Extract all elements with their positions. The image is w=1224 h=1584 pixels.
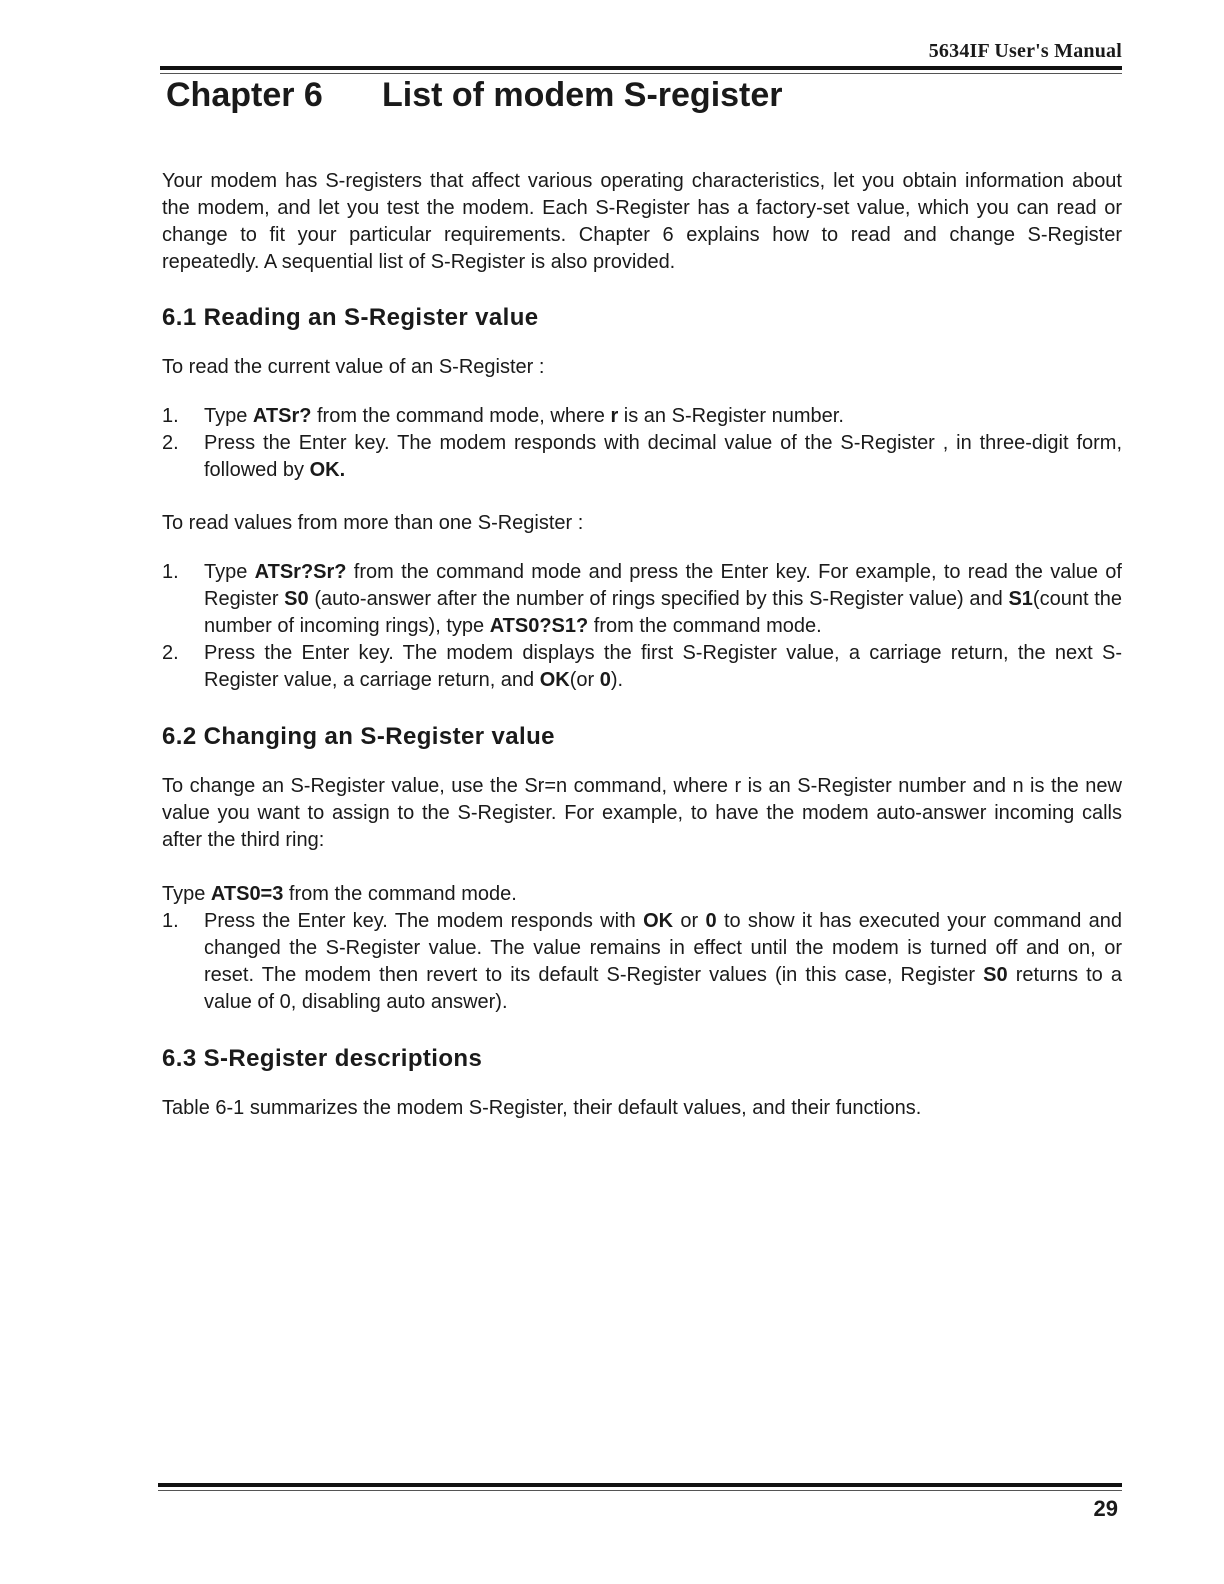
page-content	[162, 168, 1122, 1122]
section-6-1-heading: 6.1 Reading an S-Register value	[162, 304, 539, 331]
section-6-2-steps	[162, 908, 1122, 1016]
header-rule	[160, 66, 1122, 70]
list-item	[162, 403, 1122, 430]
register-text: S0	[284, 588, 309, 610]
step-text: Type	[162, 883, 211, 905]
section-6-1-lead-1: To read the current value of an S-Register :	[162, 356, 545, 378]
register-text: S1	[1008, 588, 1033, 610]
step-text: from the command mode.	[283, 883, 517, 905]
intro-paragraph: Your modem has S-registers that affect various operating characteristics, let you obtain information about the modem, and let you test the modem. Each S-Register has a factory-set value, which you can read or change to fit your particular requirements. Chapter 6 explains how to read and change S-Register repeatedly. A sequential list of S-Register is also provided.	[162, 170, 1122, 273]
section-6-2-type-line	[162, 881, 1122, 908]
command-text: ATS0?S1?	[489, 615, 589, 637]
response-text: 0	[599, 669, 611, 691]
step-text: Type	[204, 561, 255, 583]
variable-text: r	[610, 405, 619, 427]
step-number: 2.	[162, 432, 179, 454]
response-text: 0	[705, 910, 717, 932]
step-text: Press the Enter key. The modem responds with decimal value of the S-Register , in three-digit form, followed by	[204, 432, 1122, 481]
step-number: 1.	[162, 405, 179, 427]
step-text: (or	[569, 669, 600, 691]
step-text: (auto-answer after the number of rings specified by this S-Register value) and	[308, 588, 1009, 610]
response-text: OK	[539, 669, 570, 691]
step-text: or	[673, 910, 706, 932]
header-rule-thin	[160, 73, 1122, 74]
page-number: 29	[1093, 1496, 1118, 1521]
manual-page	[160, 0, 1122, 1584]
step-text: from the command mode.	[588, 615, 822, 637]
step-number: 1.	[162, 561, 179, 583]
step-text: Press the Enter key. The modem responds with	[204, 910, 644, 932]
list-item	[162, 430, 1122, 484]
step-number: 1.	[162, 910, 179, 932]
chapter-title	[166, 76, 783, 115]
step-text: Press the Enter key. The modem displays the first S-Register value, a carriage return, the next S- Register value, a carriage return, and	[204, 642, 1122, 691]
step-text: returns to a value of 0, disabling auto answer).	[204, 964, 1123, 1013]
chapter-number: Chapter 6	[166, 76, 323, 114]
footer-rule-thin	[158, 1490, 1122, 1491]
command-text: ATSr?	[252, 405, 312, 427]
response-text: OK	[643, 910, 674, 932]
list-item	[162, 559, 1122, 640]
step-text: Type	[204, 405, 253, 427]
section-6-1-steps-1	[162, 403, 1122, 484]
register-text: S0	[983, 964, 1008, 986]
section-6-3-paragraph: Table 6-1 summarizes the modem S-Register, their default values, and their functions.	[162, 1097, 922, 1119]
list-item	[162, 908, 1122, 1016]
chapter-name: List of modem S-register	[382, 76, 783, 114]
response-text: OK.	[309, 459, 346, 481]
running-header: 5634IF User's Manual	[928, 40, 1122, 62]
section-6-1-lead-2: To read values from more than one S-Register :	[162, 512, 584, 534]
step-text: to show it has executed your command and changed the S-Register value. The value remains in effect until the modem is turned off and on, or reset. The modem then revert to its default S-Register values (in this case, Register	[204, 910, 1123, 986]
footer-rule	[158, 1483, 1122, 1487]
command-text: ATS0=3	[210, 883, 284, 905]
step-text: from the command mode, where	[311, 405, 611, 427]
step-text: ).	[610, 669, 624, 691]
section-6-2-paragraph: To change an S-Register value, use the Sr=n command, where r is an S-Register number and n is the new value you want to assign to the S-Register. For example, to have the modem auto-answer incoming calls after the third ring:	[162, 775, 1122, 851]
step-number: 2.	[162, 642, 179, 664]
list-item	[162, 640, 1122, 694]
section-6-3-heading: 6.3 S-Register descriptions	[162, 1045, 483, 1072]
step-text: (count the number of incoming rings), type	[204, 588, 1122, 637]
section-6-2-heading: 6.2 Changing an S-Register value	[162, 723, 555, 750]
step-text: is an S-Register number.	[618, 405, 844, 427]
section-6-1-steps-2	[162, 559, 1122, 694]
step-text: from the command mode and press the Enter key. For example, to read the value of Register	[204, 561, 1122, 610]
command-text: ATSr?Sr?	[254, 561, 347, 583]
